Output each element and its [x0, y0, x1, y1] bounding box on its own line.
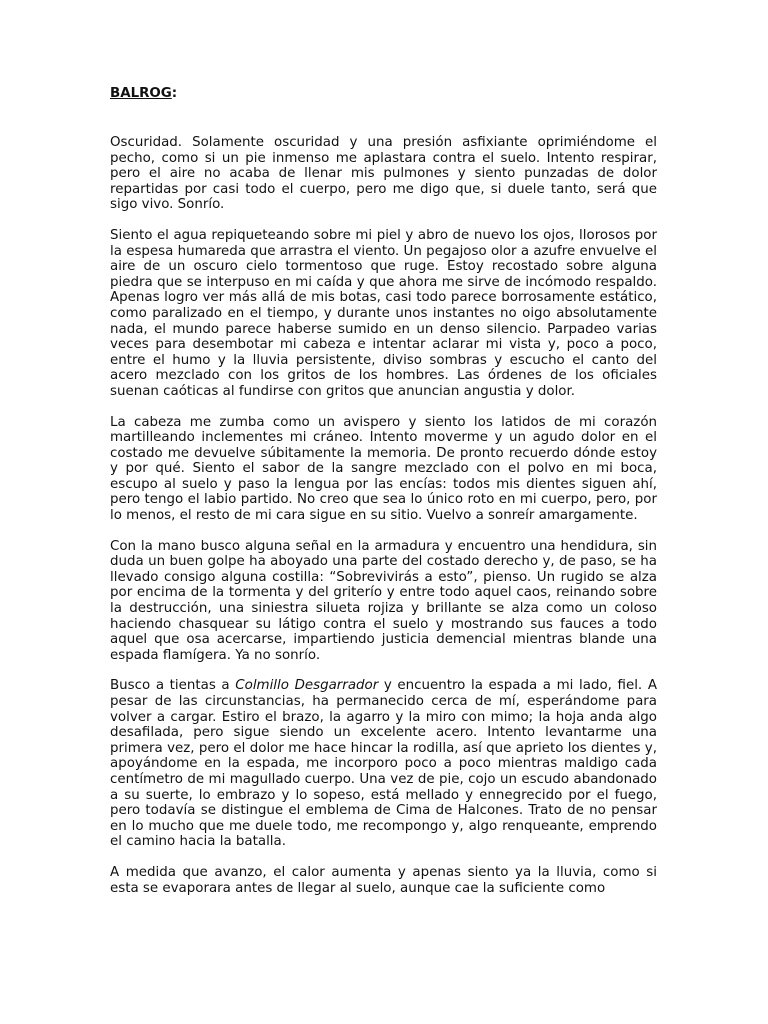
title-colon: :: [171, 86, 178, 101]
document-page: [110, 85, 657, 911]
paragraph-5-rest: y encuentro la espada a mi lado, fiel. A pesar de las circunstancias, ha permanecido cerca de mí, esperándome para volver a cargar. Estiro el brazo, la agarro y la miro con mimo; la hoja anda algo desafilada, pero sigue siendo un excelente acero. Intento levantarme una primera vez, pero el dolor me hace hincar la rodilla, así que aprieto los dientes y, apoyándome en la espada, me incorporo poco a poco mientras maldigo cada centímetro de mi magullado cuerpo. Una vez de pie, cojo un escudo abandonado a su suerte, lo embrazo y lo sopeso, está mellado y ennegrecido por el fuego, pero todavía se distingue el emblema de Cima de Halcones. Trato de no pensar en lo mucho que me duele todo, me recompongo y, algo renqueante, emprendo el camino hacia la batalla.: [110, 678, 657, 850]
paragraph-5: [110, 678, 657, 850]
paragraph-6: A medida que avanzo, el calor aumenta y apenas siento ya la lluvia, como si esta se evaporara antes de llegar al suelo, aunque cae la suficiente como: [110, 864, 657, 896]
paragraph-5-start: Busco a tientas a: [110, 678, 236, 694]
paragraph-4: Con la mano busco alguna señal en la armadura y encuentro una hendidura, sin duda un buen golpe ha aboyado una parte del costado derecho y, de paso, se ha llevado consigo alguna costilla: “Sobrevivirás a esto”, pienso. Un rugido se alza por encima de la tormenta y del griterío y entre todo aquel caos, reinando sobre la destrucción, una siniestra silueta rojiza y brillante se alza como un coloso haciendo chasquear su látigo contra el suelo y mostrando sus fauces a todo aquel que osa acercarse, impartiendo justicia demencial mientras blande una espada flamígera. Ya no sonrío.: [110, 538, 657, 663]
sword-name: Colmillo Desgarrador: [235, 678, 379, 694]
paragraph-1: Oscuridad. Solamente oscuridad y una presión asfixiante oprimiéndome el pecho, como si un pie inmenso me aplastara contra el suelo. Intento respirar, pero el aire no acaba de llenar mis pulmones y siento punzadas de dolor repartidas por casi todo el cuerpo, pero me digo que, si duele tanto, será que sigo vivo. Sonrío.: [110, 135, 657, 213]
document-title: [110, 85, 657, 103]
paragraph-3: La cabeza me zumba como un avispero y siento los latidos de mi corazón martilleando inclementes mi cráneo. Intento moverme y un agudo dolor en el costado me devuelve súbitamente la memoria. De pronto recuerdo dónde estoy y por qué. Siento el sabor de la sangre mezclado con el polvo en mi boca, escupo al suelo y paso la lengua por las encías: todos mis dientes siguen ahí, pero tengo el labio partido. No creo que sea lo único roto en mi cuerpo, pero, por lo menos, el resto de mi cara sigue en su sitio. Vuelvo a sonreír amargamente.: [110, 414, 657, 524]
paragraph-2: Siento el agua repiqueteando sobre mi piel y abro de nuevo los ojos, llorosos por la espesa humareda que arrastra el viento. Un pegajoso olor a azufre envuelve el aire de un oscuro cielo tormentoso que ruge. Estoy recostado sobre alguna piedra que se interpuso en mi caída y que ahora me sirve de incómodo respaldo. Apenas logro ver más allá de mis botas, casi todo parece borrosamente estático, como paralizado en el tiempo, y durante unos instantes no oigo absolutamente nada, el mundo parece haberse sumido en un denso silencio. Parpadeo varias veces para desembotar mi cabeza e intentar aclarar mi vista y, poco a poco, entre el humo y la lluvia persistente, diviso sombras y escucho el canto del acero mezclado con los gritos de los hombres. Las órdenes de los oficiales suenan caóticas al fundirse con gritos que anuncian angustia y dolor.: [110, 227, 657, 399]
title-text: BALROG: [110, 86, 172, 101]
